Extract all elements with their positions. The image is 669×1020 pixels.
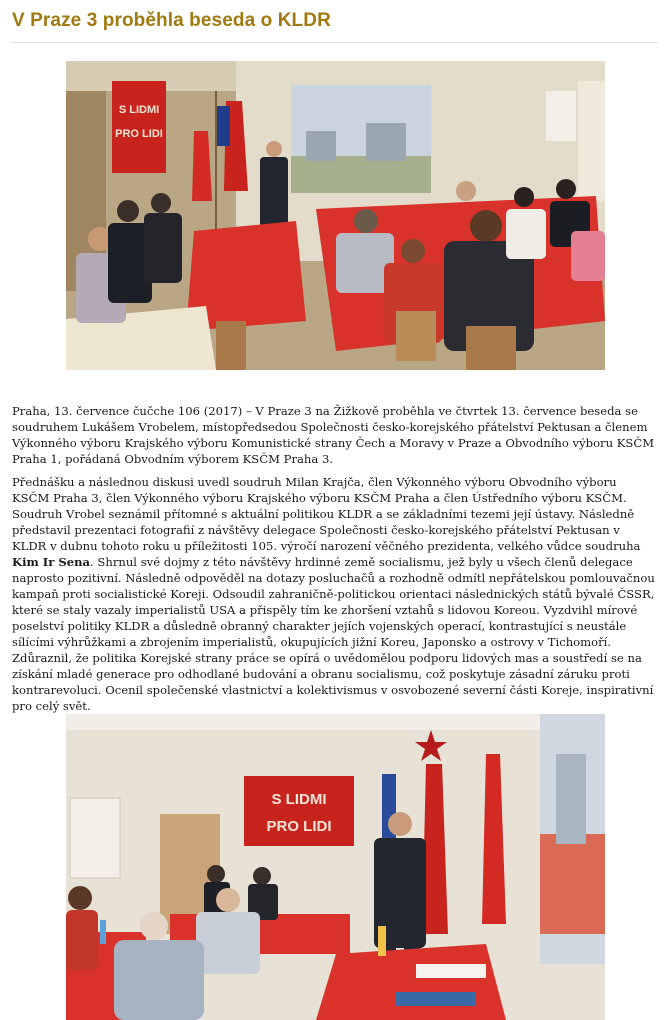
event-photo-2: [66, 714, 605, 1020]
paragraph-body-part-2: . Shrnul své dojmy z této návštěvy hrdinné země socialismu, jež byly u všech členů delegace naprosto pozitivní. Následně odpověděl na dotazy posluchačů a rozhodně odmítl nepřátelskou pomlouvačnou kampaň proti socialistické Koreji. Odsoudil zahraničně-politickou orientaci následnických států bývalé ČSSR, které se staly vazaly imperialistů USA a přispěly tím ke zhoršení vztahů s lidovou Koreou. Vyzdvihl mírové poselství politiky KLDR a důsledně obranný charakter jejích vojenských operací, kontrastující s neustále sílícími výhrůžkami a zbrojením imperialistů, okupujících jižní Koreu, Japonsko a ostrovy v Tichomoří. Zdůraznil, že politika Korejské strany práce se opírá o uvědomělou podporu lidových mas a soustředí se na získání mladé generace pro odhodlané budování a obranu socialismu, což poskytuje zásadní záruku proti kontrarevoluci. Ocenil společenské vlastnictví a kolektivismus v osvobozené severní části Koreje, inspirativní pro celý svět.: [12, 555, 655, 713]
banner: [244, 776, 354, 846]
leader-name: Kim Ir Sena: [12, 555, 91, 569]
paragraph-body: [12, 474, 657, 714]
banner-line-1: S LIDMI: [271, 791, 327, 808]
banner-line-2: PRO LIDI: [266, 818, 332, 835]
event-photo-1: [66, 61, 605, 370]
banner-line-1: S LIDMI: [118, 104, 160, 116]
banner: [112, 81, 166, 173]
paragraph-intro: Praha, 13. července čučche 106 (2017) – V Praze 3 na Žižkově proběhla ve čtvrtek 13. července beseda se soudruhem Lukášem Vrobelem, místopředsedou Společnosti česko-korejského přátelství Pektusan a členem Výkonného výboru Krajského výboru Komunistické strany Čech a Moravy v Praze a Obvodního výboru KSČM Praha 1, pořádaná Obvodním výborem KSČM Praha 3.: [12, 404, 655, 466]
article-title: V Praze 3 proběhla beseda o KLDR: [12, 10, 331, 31]
banner-line-2: PRO LIDI: [115, 128, 163, 140]
paragraph-body-part-1: Přednášku a následnou diskusi uvedl soudruh Milan Krajča, člen Výkonného výboru Obvodního výboru KSČM Praha 3, člen Výkonného výboru Krajského výboru KSČM Praha a člen Ústředního výboru KSČM. Soudruh Vrobel seznámil přítomné s aktuální politikou KLDR a se základními tezemi její ústavy. Následně představil prezentaci fotografií z návštěvy delegace Společnosti česko-korejského přátelství Pektusan v KLDR v dubnu tohoto roku u příležitosti 105. výročí narození věčného prezidenta, velkého vůdce soudruha: [12, 475, 641, 553]
title-divider: [10, 42, 658, 43]
